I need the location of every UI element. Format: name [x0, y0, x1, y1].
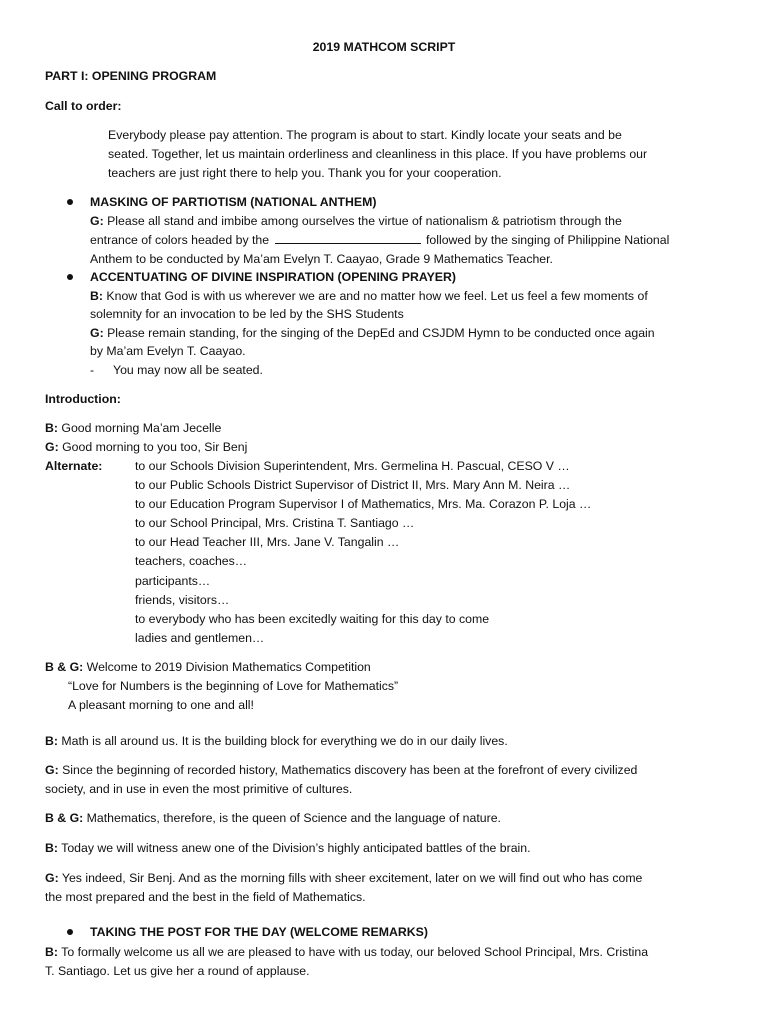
post-line-2: T. Santiago. Let us give her a round of applause. [45, 964, 310, 978]
intro-heading: Introduction: [45, 392, 121, 406]
list-item: ladies and gentlemen… [135, 630, 265, 645]
math-b2-line: B: Today we will witness anew one of the Division’s highly anticipated battles of the brain. [45, 841, 531, 855]
list-item: to our Public Schools District Supervisor of District II, Mrs. Mary Ann M. Neira … [135, 478, 571, 493]
part-heading: PART I: OPENING PROGRAM [45, 69, 217, 83]
prayer-b-line-1: B: Know that God is with us wherever we are and no matter how we feel. Let us feel a few moments of [90, 289, 648, 303]
intro-g-line: G: Good morning to you too, Sir Benj [45, 440, 248, 454]
anthem-line-1: G: Please all stand and imbibe among ourselves the virtue of nationalism & patriotism through the [90, 214, 622, 228]
prayer-heading: ACCENTUATING OF DIVINE INSPIRATION (OPENING PRAYER) [90, 270, 456, 284]
math-bg-line: B & G: Mathematics, therefore, is the queen of Science and the language of nature. [45, 811, 501, 825]
math-b-line: B: Math is all around us. It is the building block for everything we do in our daily lives. [45, 734, 508, 748]
seated-line: You may now all be seated. [113, 363, 263, 377]
list-item: participants… [135, 573, 211, 588]
list-item: teachers, coaches… [135, 554, 248, 569]
bullet-icon [67, 274, 73, 280]
list-item: to our Head Teacher III, Mrs. Jane V. Tangalin … [135, 535, 400, 550]
prayer-g-line-1: G: Please remain standing, for the singing of the DepEd and CSJDM Hymn to be conducted once again [90, 326, 655, 340]
fill-in-blank [275, 233, 421, 244]
list-item: to our Education Program Supervisor I of Mathematics, Mrs. Ma. Corazon P. Loja … [135, 497, 592, 512]
alternate-label: Alternate: [45, 459, 103, 473]
list-item: to our School Principal, Mrs. Cristina T. Santiago … [135, 516, 415, 531]
prayer-g-line-2: by Ma’am Evelyn T. Caayao. [90, 344, 246, 358]
call-line-2: seated. Together, let us maintain orderliness and cleanliness in this place. If you have problems our [108, 147, 648, 161]
welcome-line-1: B & G: Welcome to 2019 Division Mathematics Competition [45, 660, 371, 674]
anthem-line-2: entrance of colors headed by the followed by the singing of Philippine National [90, 233, 670, 247]
welcome-line-3: A pleasant morning to one and all! [68, 698, 254, 712]
anthem-heading: MASKING OF PARTIOTISM (NATIONAL ANTHEM) [90, 195, 377, 209]
call-line-3: teachers are just right there to help you. Thank you for your cooperation. [108, 166, 502, 180]
list-item: to our Schools Division Superintendent, Mrs. Germelina H. Pascual, CESO V … [135, 459, 570, 473]
bullet-icon [67, 199, 73, 205]
call-line-1: Everybody please pay attention. The program is about to start. Kindly locate your seats and be [108, 128, 622, 142]
math-g-line-1: G: Since the beginning of recorded history, Mathematics discovery has been at the forefront of every civilized [45, 763, 638, 777]
prayer-b-line-2: solemnity for an invocation to be led by the SHS Students [90, 307, 404, 321]
welcome-line-2: “Love for Numbers is the beginning of Love for Mathematics” [68, 679, 399, 693]
call-to-order-heading: Call to order: [45, 99, 122, 113]
math-g2-line-2: the most prepared and the best in the field of Mathematics. [45, 890, 366, 904]
list-item: to everybody who has been excitedly waiting for this day to come [135, 611, 490, 626]
dash-marker: - [90, 363, 95, 377]
post-heading: TAKING THE POST FOR THE DAY (WELCOME REMARKS) [90, 925, 428, 939]
anthem-line-3: Anthem to be conducted by Ma’am Evelyn T. Caayao, Grade 9 Mathematics Teacher. [90, 252, 553, 266]
math-g2-line-1: G: Yes indeed, Sir Benj. And as the morning fills with sheer excitement, later on we will find out who has come [45, 871, 643, 885]
alternate-list [135, 457, 591, 648]
bullet-icon [67, 929, 73, 935]
intro-b-line: B: Good morning Ma’am Jecelle [45, 421, 222, 435]
math-g-line-2: society, and in use in even the most primitive of cultures. [45, 782, 353, 796]
document-title: 2019 MATHCOM SCRIPT [312, 40, 456, 54]
list-item: friends, visitors… [135, 592, 230, 607]
post-line-1: B: To formally welcome us all we are pleased to have with us today, our beloved School Principal, Mrs. Cristina [45, 945, 649, 959]
